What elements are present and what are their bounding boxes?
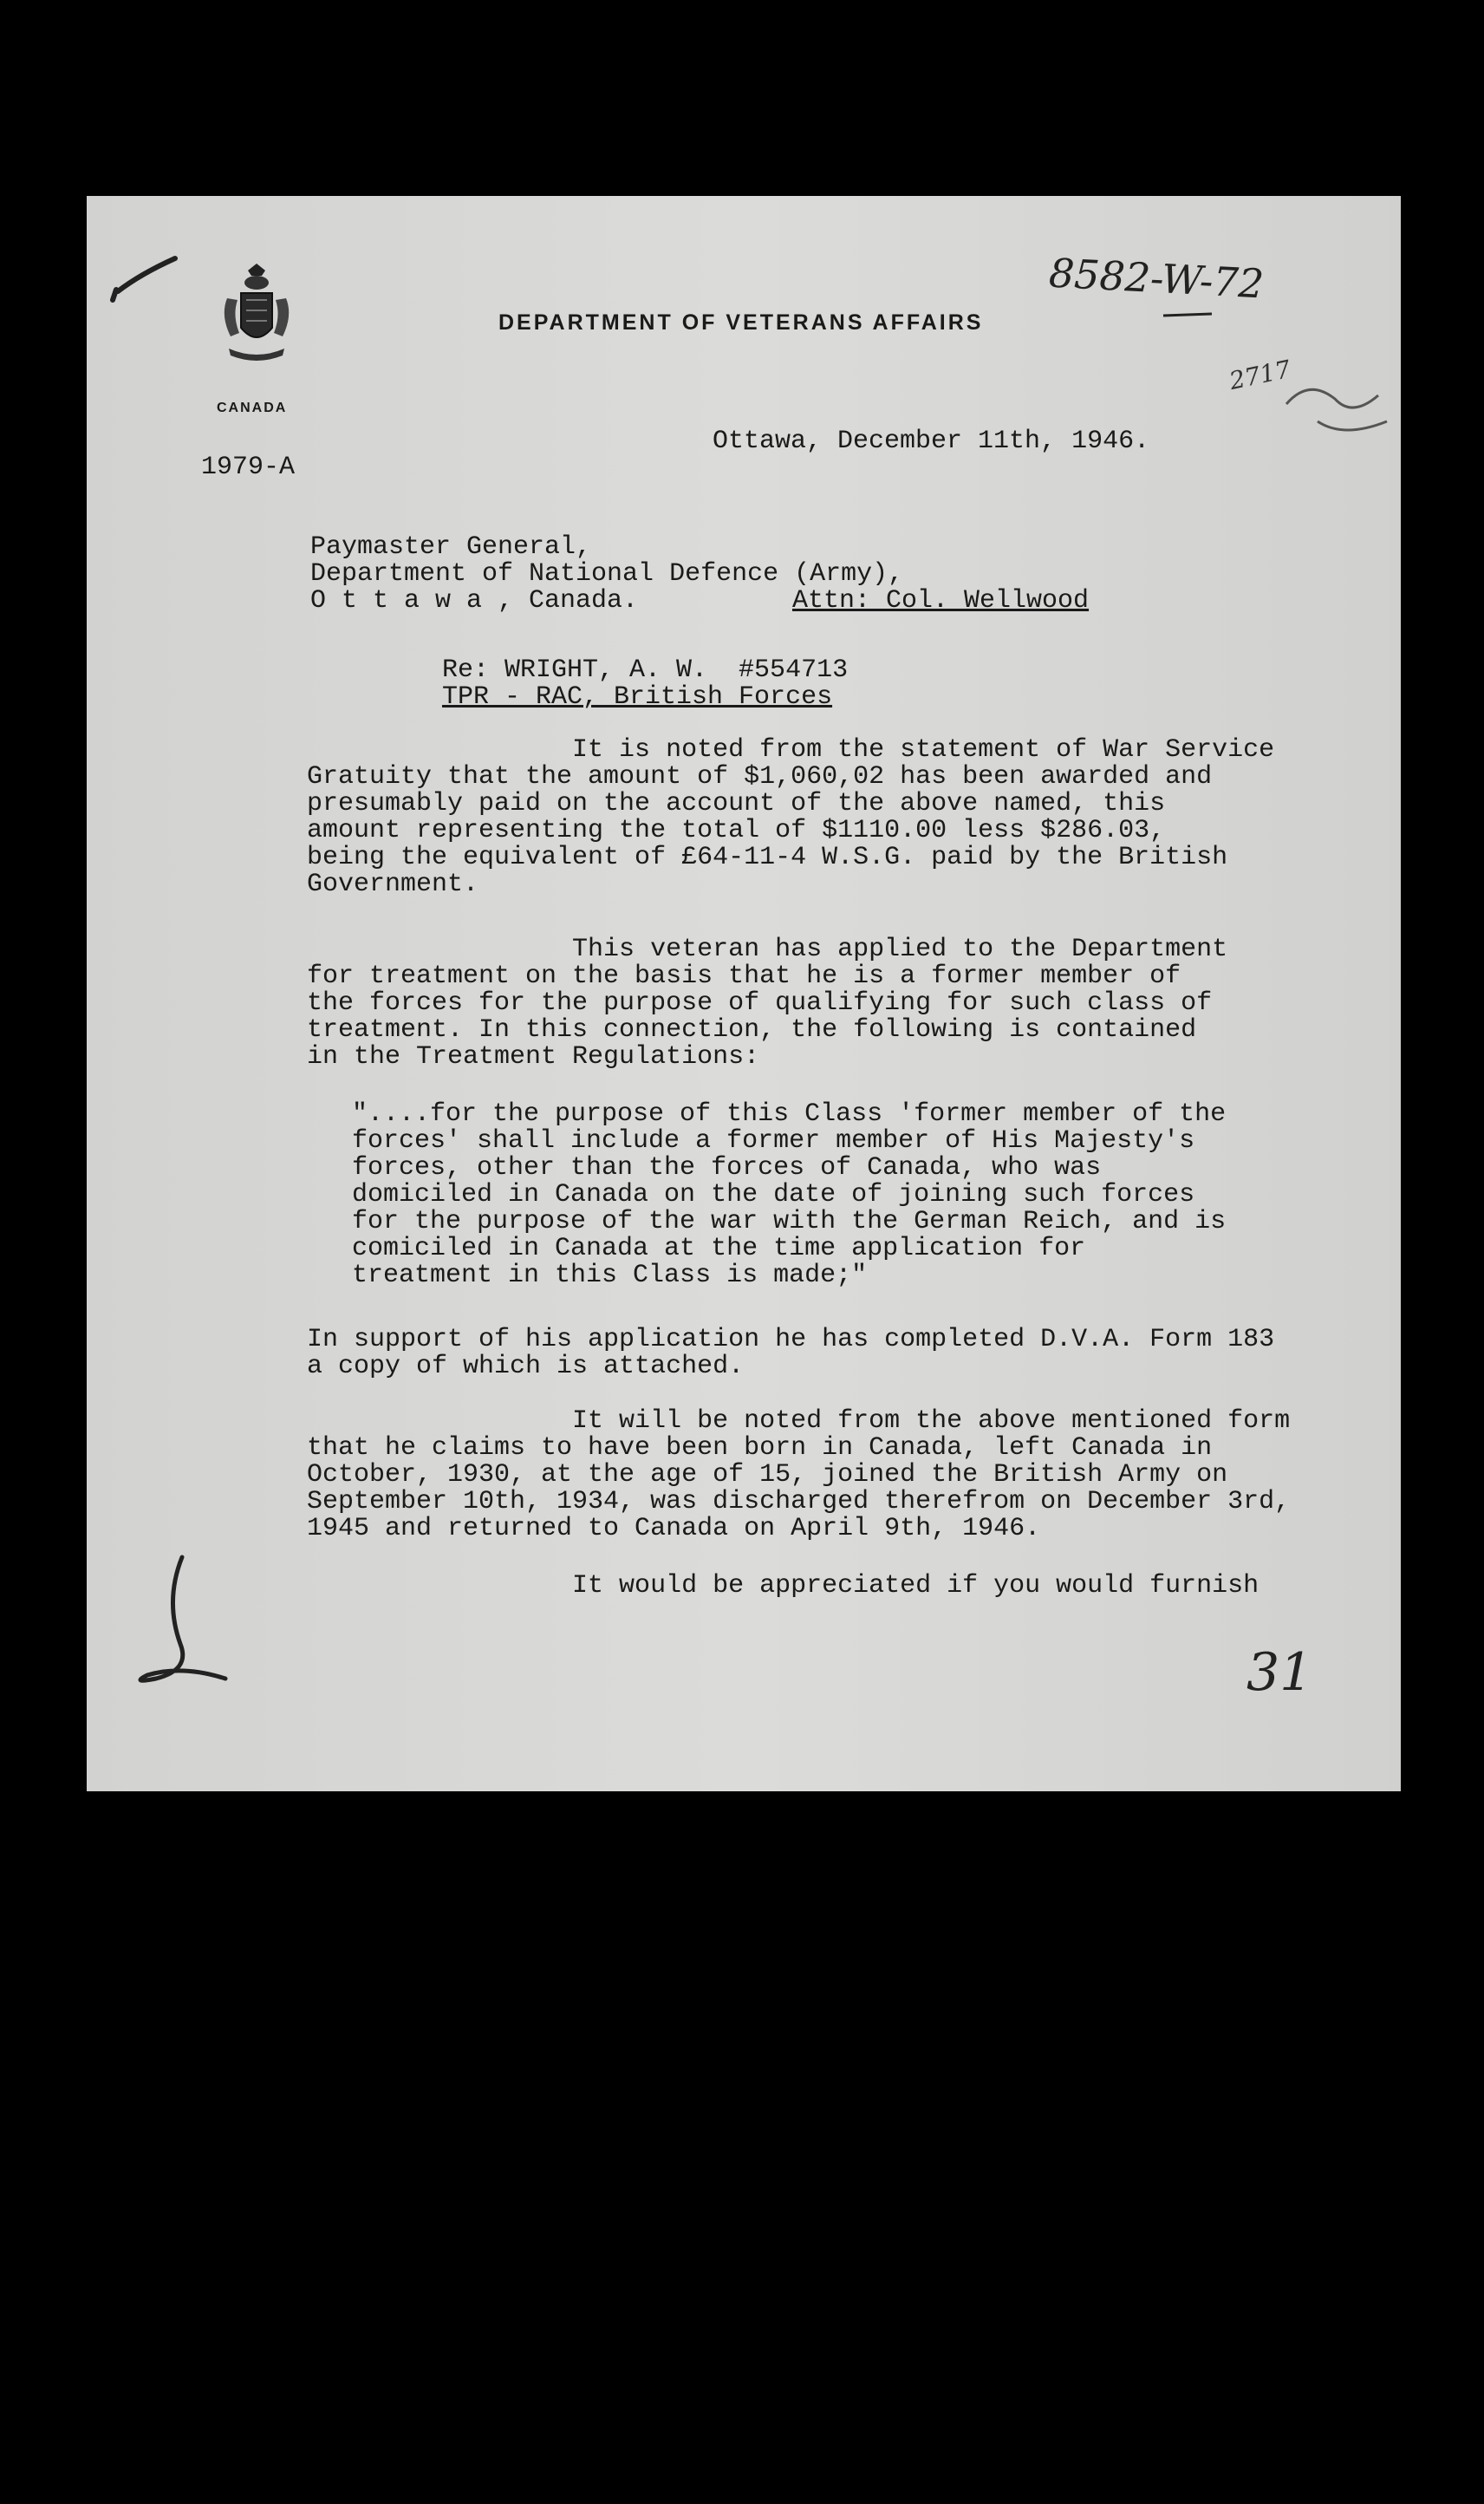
handwritten-initial-mark xyxy=(121,1549,243,1705)
text-line: domiciled in Canada on the date of joining such forces xyxy=(352,1180,1195,1210)
reference-code: 1979-A xyxy=(201,453,296,482)
paragraph-request xyxy=(307,1573,1259,1600)
text-line: comiciled in Canada at the time application for xyxy=(352,1234,1086,1263)
paragraph-form-183 xyxy=(307,1327,1274,1380)
text-line: Gratuity that the amount of $1,060,02 has been awarded and xyxy=(307,762,1213,792)
attention-line: Attn: Col. Wellwood xyxy=(792,586,1090,616)
text-line: presumably paid on the account of the above named, this xyxy=(307,789,1166,818)
addressee-line-1: Paymaster General, xyxy=(310,532,592,562)
subject-line-2: TPR - RAC, British Forces xyxy=(442,682,833,712)
paragraph-service-history xyxy=(307,1408,1290,1542)
text-line: September 10th, 1934, was discharged therefrom on December 3rd, xyxy=(307,1487,1291,1516)
handwritten-margin-number: 2717 xyxy=(1227,354,1293,396)
text-line: It is noted from the statement of War Service xyxy=(307,735,1275,765)
text-line: forces, other than the forces of Canada, who was xyxy=(352,1153,1102,1183)
paragraph-war-service-gratuity xyxy=(307,737,1274,898)
text-line: It will be noted from the above mentioned form xyxy=(307,1406,1291,1436)
country-label: CANADA xyxy=(217,401,288,415)
text-line: amount representing the total of $1110.00 less $286.03, xyxy=(307,816,1166,845)
pen-scribble-mark xyxy=(1283,369,1396,447)
text-line: the forces for the purpose of qualifying for such class of xyxy=(307,988,1213,1018)
text-line: Government. xyxy=(307,870,479,899)
text-line: treatment in this Class is made;" xyxy=(352,1261,868,1290)
pen-tick-mark-icon xyxy=(106,248,184,309)
text-line: that he claims to have been born in Canada, left Canada in xyxy=(307,1433,1213,1463)
text-line: 1945 and returned to Canada on April 9th, 1946. xyxy=(307,1514,1041,1543)
text-line: being the equivalent of £64-11-4 W.S.G. paid by the British xyxy=(307,843,1228,872)
text-line: in the Treatment Regulations: xyxy=(307,1042,760,1072)
coat-of-arms-icon xyxy=(215,264,298,368)
text-line: "....for the purpose of this Class 'former member of the xyxy=(352,1099,1227,1129)
addressee-line-3: O t t a w a , Canada. xyxy=(310,586,639,616)
date-line: Ottawa, December 11th, 1946. xyxy=(713,427,1150,456)
text-line: for treatment on the basis that he is a former member of xyxy=(307,962,1181,991)
subject-line-1: Re: WRIGHT, A. W. #554713 xyxy=(442,655,849,685)
handwritten-page-number: 31 xyxy=(1246,1642,1313,1703)
text-line: forces' shall include a former member of His Majesty's xyxy=(352,1126,1195,1156)
department-heading: DEPARTMENT OF VETERANS AFFAIRS xyxy=(498,310,984,335)
text-line: a copy of which is attached. xyxy=(307,1352,745,1381)
text-line: This veteran has applied to the Department xyxy=(307,935,1228,964)
text-line: In support of his application he has completed D.V.A. Form 183 xyxy=(307,1325,1275,1354)
text-line: October, 1930, at the age of 15, joined the British Army on xyxy=(307,1460,1228,1490)
addressee-line-2: Department of National Defence (Army), xyxy=(310,559,904,589)
handwritten-file-reference: 8582-W-72 xyxy=(1047,249,1266,308)
paragraph-treatment-application xyxy=(307,936,1227,1071)
text-line: for the purpose of the war with the German Reich, and is xyxy=(352,1207,1227,1236)
document-page xyxy=(87,196,1401,1791)
file-reference-underline xyxy=(1162,309,1214,321)
text-line: treatment. In this connection, the following is contained xyxy=(307,1015,1197,1045)
regulation-quotation xyxy=(352,1101,1226,1289)
text-line: It would be appreciated if you would furnish xyxy=(307,1571,1259,1601)
